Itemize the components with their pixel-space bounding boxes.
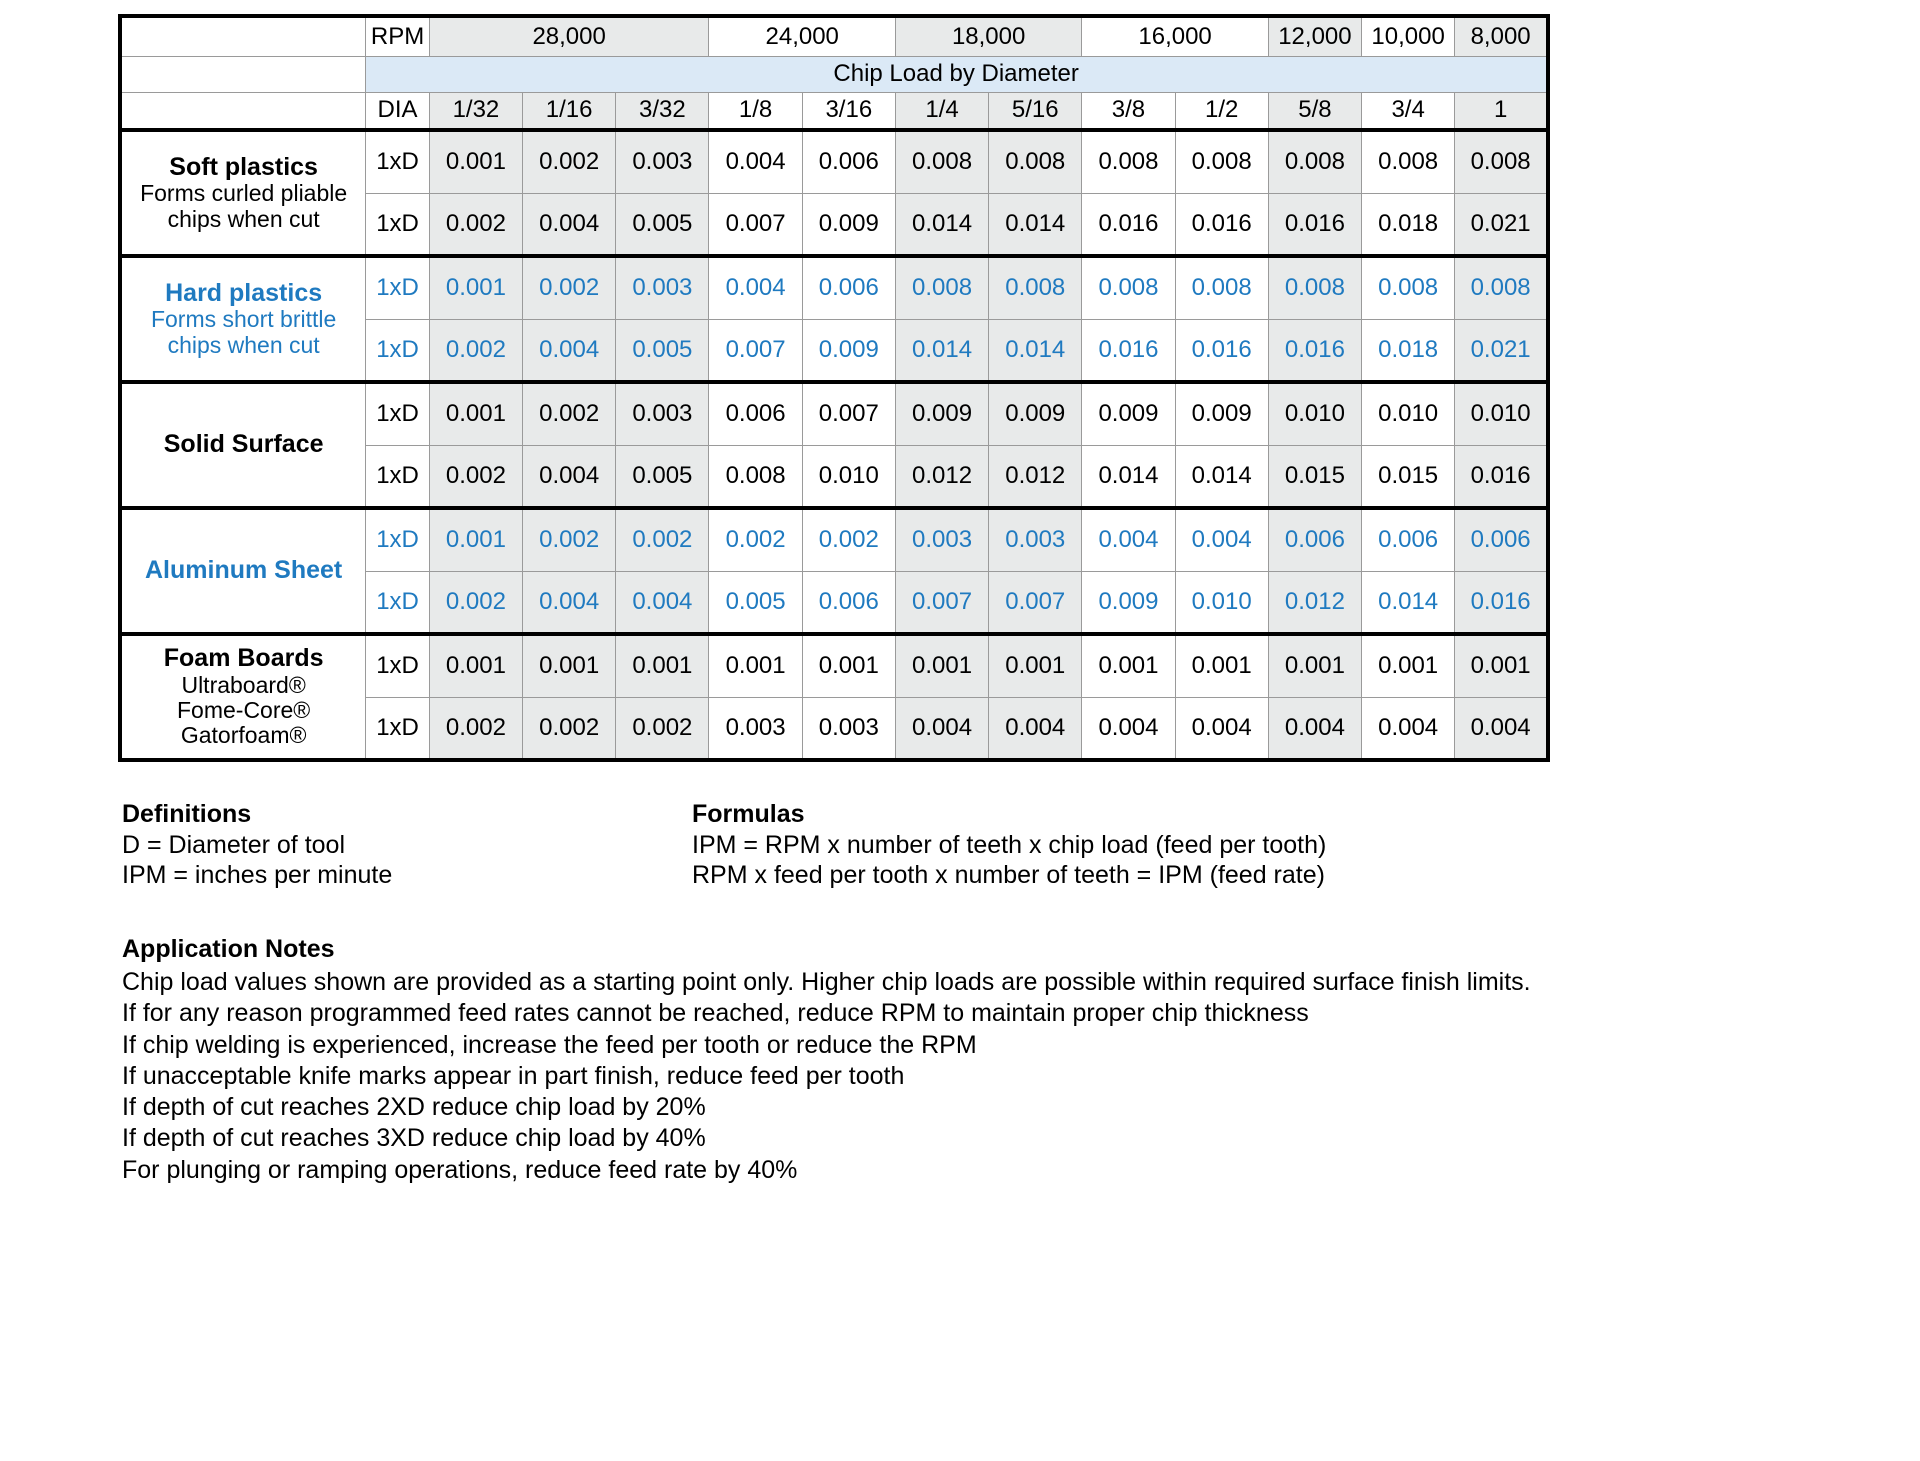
chip-load-value: 0.001 [895, 634, 988, 697]
chip-load-value: 0.001 [616, 634, 709, 697]
application-note-line: If depth of cut reaches 3XD reduce chip load by 40% [122, 1124, 706, 1153]
chip-load-value: 0.008 [709, 445, 802, 508]
rpm-group-header: 12,000 [1268, 16, 1361, 56]
chip-load-value: 0.016 [1175, 193, 1268, 256]
rpm-group-header: 10,000 [1362, 16, 1455, 56]
chip-load-value: 0.004 [1175, 508, 1268, 571]
chip-load-table [118, 14, 1550, 762]
chip-load-value: 0.003 [616, 256, 709, 319]
depth-of-cut-label: 1xD [366, 634, 430, 697]
chip-load-value: 0.004 [523, 445, 616, 508]
chip-load-value: 0.008 [895, 130, 988, 193]
chip-load-value: 0.002 [429, 445, 522, 508]
chip-load-value: 0.010 [1362, 382, 1455, 445]
chip-load-value: 0.008 [1362, 130, 1455, 193]
chip-load-value: 0.016 [1082, 193, 1175, 256]
chip-load-value: 0.004 [709, 130, 802, 193]
chip-load-value: 0.009 [1082, 382, 1175, 445]
material-label-cell [120, 130, 366, 256]
diameter-header-cell: 3/4 [1362, 92, 1455, 130]
chip-load-value: 0.003 [989, 508, 1082, 571]
chip-load-value: 0.016 [1082, 319, 1175, 382]
chip-load-banner: Chip Load by Diameter [366, 56, 1548, 92]
diameter-header-cell: 3/32 [616, 92, 709, 130]
depth-of-cut-label: 1xD [366, 508, 430, 571]
rpm-group-header: 24,000 [709, 16, 895, 56]
chip-load-value: 0.021 [1455, 193, 1548, 256]
chip-load-value: 0.016 [1268, 193, 1361, 256]
chip-load-value: 0.002 [523, 382, 616, 445]
chip-load-value: 0.004 [1455, 697, 1548, 760]
chip-load-value: 0.002 [616, 697, 709, 760]
depth-of-cut-label: 1xD [366, 193, 430, 256]
chip-load-value: 0.002 [429, 193, 522, 256]
diameter-header-cell: 1 [1455, 92, 1548, 130]
chip-load-value: 0.008 [1268, 256, 1361, 319]
chip-load-value: 0.007 [709, 319, 802, 382]
chip-load-value: 0.010 [802, 445, 895, 508]
diameter-header-cell: 1/8 [709, 92, 802, 130]
chip-load-value: 0.008 [1082, 256, 1175, 319]
chip-load-value: 0.006 [709, 382, 802, 445]
chip-load-value: 0.015 [1268, 445, 1361, 508]
dia-label: DIA [366, 92, 430, 130]
chip-load-value: 0.001 [709, 634, 802, 697]
chip-load-value: 0.014 [1362, 571, 1455, 634]
definitions-line: D = Diameter of tool [122, 831, 346, 859]
chip-load-value: 0.001 [429, 382, 522, 445]
chip-load-value: 0.004 [1082, 697, 1175, 760]
chip-load-value: 0.002 [523, 508, 616, 571]
chip-load-value: 0.004 [989, 697, 1082, 760]
rpm-group-header: 18,000 [895, 16, 1081, 56]
chip-load-value: 0.001 [429, 256, 522, 319]
table-row [120, 382, 1548, 445]
chip-load-value: 0.001 [1175, 634, 1268, 697]
chip-load-value: 0.004 [616, 571, 709, 634]
chip-load-value: 0.010 [1268, 382, 1361, 445]
chip-load-value: 0.010 [1175, 571, 1268, 634]
chip-load-value: 0.016 [1455, 571, 1548, 634]
chip-load-value: 0.008 [989, 130, 1082, 193]
formulas-block [692, 800, 1692, 890]
chip-load-value: 0.007 [709, 193, 802, 256]
chip-load-value: 0.014 [989, 319, 1082, 382]
chip-load-value: 0.009 [802, 193, 895, 256]
chip-load-value: 0.006 [1455, 508, 1548, 571]
rpm-label: RPM [366, 16, 430, 56]
chip-load-value: 0.014 [895, 193, 988, 256]
application-note-line: Chip load values shown are provided as a starting point only. Higher chip loads are possible within required surface finish limits. [122, 968, 1531, 996]
chip-load-value: 0.009 [895, 382, 988, 445]
application-note-line: For plunging or ramping operations, reduce feed rate by 40% [122, 1155, 798, 1184]
application-notes-heading: Application Notes [122, 935, 335, 963]
chip-load-value: 0.016 [1175, 319, 1268, 382]
rpm-group-header: 28,000 [429, 16, 709, 56]
depth-of-cut-label: 1xD [366, 256, 430, 319]
chip-load-value: 0.008 [1455, 130, 1548, 193]
chip-load-value: 0.001 [429, 634, 522, 697]
material-subtitle: Forms curled pliable [140, 180, 348, 207]
depth-of-cut-label: 1xD [366, 571, 430, 634]
chip-load-value: 0.009 [989, 382, 1082, 445]
depth-of-cut-label: 1xD [366, 130, 430, 193]
chip-load-value: 0.004 [1362, 697, 1455, 760]
application-note-line: If chip welding is experienced, increase the feed per tooth or reduce the RPM [122, 1030, 977, 1059]
chip-load-value: 0.009 [1082, 571, 1175, 634]
chip-load-value: 0.021 [1455, 319, 1548, 382]
chip-load-value: 0.003 [616, 382, 709, 445]
chip-load-value: 0.018 [1362, 319, 1455, 382]
diameter-header-cell: 1/2 [1175, 92, 1268, 130]
chip-load-value: 0.014 [895, 319, 988, 382]
chip-load-value: 0.008 [1082, 130, 1175, 193]
chip-load-value: 0.002 [523, 697, 616, 760]
chip-load-value: 0.006 [1362, 508, 1455, 571]
chip-load-value: 0.012 [989, 445, 1082, 508]
chip-load-value: 0.002 [429, 319, 522, 382]
chip-load-value: 0.004 [1268, 697, 1361, 760]
material-subtitle: chips when cut [167, 205, 320, 232]
diameter-header-cell: 5/16 [989, 92, 1082, 130]
chip-load-value: 0.001 [989, 634, 1082, 697]
table-row [120, 634, 1548, 697]
diameter-header-cell: 1/16 [523, 92, 616, 130]
chip-load-value: 0.004 [895, 697, 988, 760]
chip-load-value: 0.016 [1268, 319, 1361, 382]
depth-of-cut-label: 1xD [366, 697, 430, 760]
chip-load-value: 0.005 [616, 193, 709, 256]
formulas-line: IPM = RPM x number of teeth x chip load (feed per tooth) [692, 831, 1327, 859]
application-note-line: If for any reason programmed feed rates cannot be reached, reduce RPM to maintain proper chip thickness [122, 999, 1309, 1028]
application-notes-section [122, 935, 1842, 1186]
material-name: Hard plastics [165, 278, 323, 307]
material-subtitle: Fome-Core® [177, 697, 311, 724]
chip-load-value: 0.009 [802, 319, 895, 382]
material-name: Soft plastics [169, 152, 318, 181]
table-row [120, 508, 1548, 571]
chip-load-value: 0.014 [1175, 445, 1268, 508]
material-subtitle: Gatorfoam® [180, 722, 307, 749]
diameter-header-cell: 3/16 [802, 92, 895, 130]
definitions-line: IPM = inches per minute [122, 860, 393, 889]
chip-load-value: 0.008 [1175, 256, 1268, 319]
chip-load-value: 0.007 [895, 571, 988, 634]
corner-spacer [120, 16, 366, 56]
chip-load-value: 0.006 [802, 130, 895, 193]
chip-load-value: 0.009 [1175, 382, 1268, 445]
chip-load-value: 0.005 [616, 445, 709, 508]
rpm-header-row [120, 16, 1548, 56]
application-note-line: If depth of cut reaches 2XD reduce chip load by 20% [122, 1093, 706, 1121]
diameter-header-row [120, 92, 1548, 130]
material-name: Aluminum Sheet [145, 556, 343, 585]
chip-load-value: 0.004 [523, 193, 616, 256]
chip-load-value: 0.012 [1268, 571, 1361, 634]
material-subtitle: Forms short brittle [150, 306, 337, 333]
chip-load-value: 0.005 [709, 571, 802, 634]
chip-load-value: 0.015 [1362, 445, 1455, 508]
diameter-header-cell: 3/8 [1082, 92, 1175, 130]
material-subtitle: chips when cut [167, 331, 320, 358]
application-note-line: If unacceptable knife marks appear in part finish, reduce feed per tooth [122, 1061, 905, 1090]
chip-load-value: 0.008 [1268, 130, 1361, 193]
chip-load-value: 0.007 [802, 382, 895, 445]
chip-load-value: 0.002 [616, 508, 709, 571]
chip-load-banner-row [120, 56, 1548, 92]
diameter-header-cell: 1/32 [429, 92, 522, 130]
material-name: Solid Surface [163, 430, 324, 459]
table-row [120, 256, 1548, 319]
formulas-line: RPM x feed per tooth x number of teeth = IPM (feed rate) [692, 860, 1325, 889]
chip-load-value: 0.001 [1362, 634, 1455, 697]
chip-load-value: 0.001 [429, 130, 522, 193]
chip-load-value: 0.001 [1082, 634, 1175, 697]
chip-load-value: 0.016 [1455, 445, 1548, 508]
chip-load-value: 0.001 [802, 634, 895, 697]
chip-load-value: 0.008 [1175, 130, 1268, 193]
chip-load-value: 0.008 [1455, 256, 1548, 319]
chip-load-value: 0.004 [1082, 508, 1175, 571]
diameter-header-cell: 5/8 [1268, 92, 1361, 130]
chip-load-value: 0.006 [802, 256, 895, 319]
material-label-cell [120, 382, 366, 508]
rpm-group-header: 8,000 [1455, 16, 1548, 56]
chip-load-value: 0.008 [989, 256, 1082, 319]
chip-load-value: 0.007 [989, 571, 1082, 634]
chip-load-value: 0.002 [429, 697, 522, 760]
chip-load-value: 0.003 [802, 697, 895, 760]
depth-of-cut-label: 1xD [366, 445, 430, 508]
chip-load-value: 0.002 [523, 130, 616, 193]
banner-spacer [120, 56, 366, 92]
chip-load-value: 0.004 [709, 256, 802, 319]
chip-load-value: 0.001 [1268, 634, 1361, 697]
dia-spacer [120, 92, 366, 130]
chip-load-value: 0.001 [429, 508, 522, 571]
rpm-group-header: 16,000 [1082, 16, 1268, 56]
chip-load-value: 0.010 [1455, 382, 1548, 445]
formulas-heading: Formulas [692, 800, 805, 828]
table-row [120, 130, 1548, 193]
chip-load-value: 0.004 [1175, 697, 1268, 760]
chip-load-value: 0.001 [1455, 634, 1548, 697]
depth-of-cut-label: 1xD [366, 382, 430, 445]
material-label-cell [120, 634, 366, 760]
definitions-formulas-section [122, 800, 1822, 890]
chip-load-value: 0.002 [802, 508, 895, 571]
chip-load-value: 0.014 [1082, 445, 1175, 508]
definitions-heading: Definitions [122, 800, 252, 828]
chip-load-value: 0.014 [989, 193, 1082, 256]
material-label-cell [120, 508, 366, 634]
chip-load-value: 0.012 [895, 445, 988, 508]
definitions-block [122, 800, 692, 890]
chip-load-value: 0.008 [1362, 256, 1455, 319]
chip-load-value: 0.002 [523, 256, 616, 319]
chip-load-value: 0.006 [1268, 508, 1361, 571]
chip-load-value: 0.002 [429, 571, 522, 634]
material-label-cell [120, 256, 366, 382]
chip-load-value: 0.008 [895, 256, 988, 319]
diameter-header-cell: 1/4 [895, 92, 988, 130]
chip-load-value: 0.002 [709, 508, 802, 571]
material-subtitle: Ultraboard® [181, 671, 306, 698]
chip-load-value: 0.005 [616, 319, 709, 382]
chip-load-value: 0.003 [895, 508, 988, 571]
chip-load-value: 0.006 [802, 571, 895, 634]
material-name: Foam Boards [163, 644, 324, 673]
chip-load-value: 0.003 [709, 697, 802, 760]
chip-load-value: 0.004 [523, 571, 616, 634]
chip-load-value: 0.018 [1362, 193, 1455, 256]
chip-load-value: 0.001 [523, 634, 616, 697]
chip-load-value: 0.003 [616, 130, 709, 193]
depth-of-cut-label: 1xD [366, 319, 430, 382]
chip-load-value: 0.004 [523, 319, 616, 382]
